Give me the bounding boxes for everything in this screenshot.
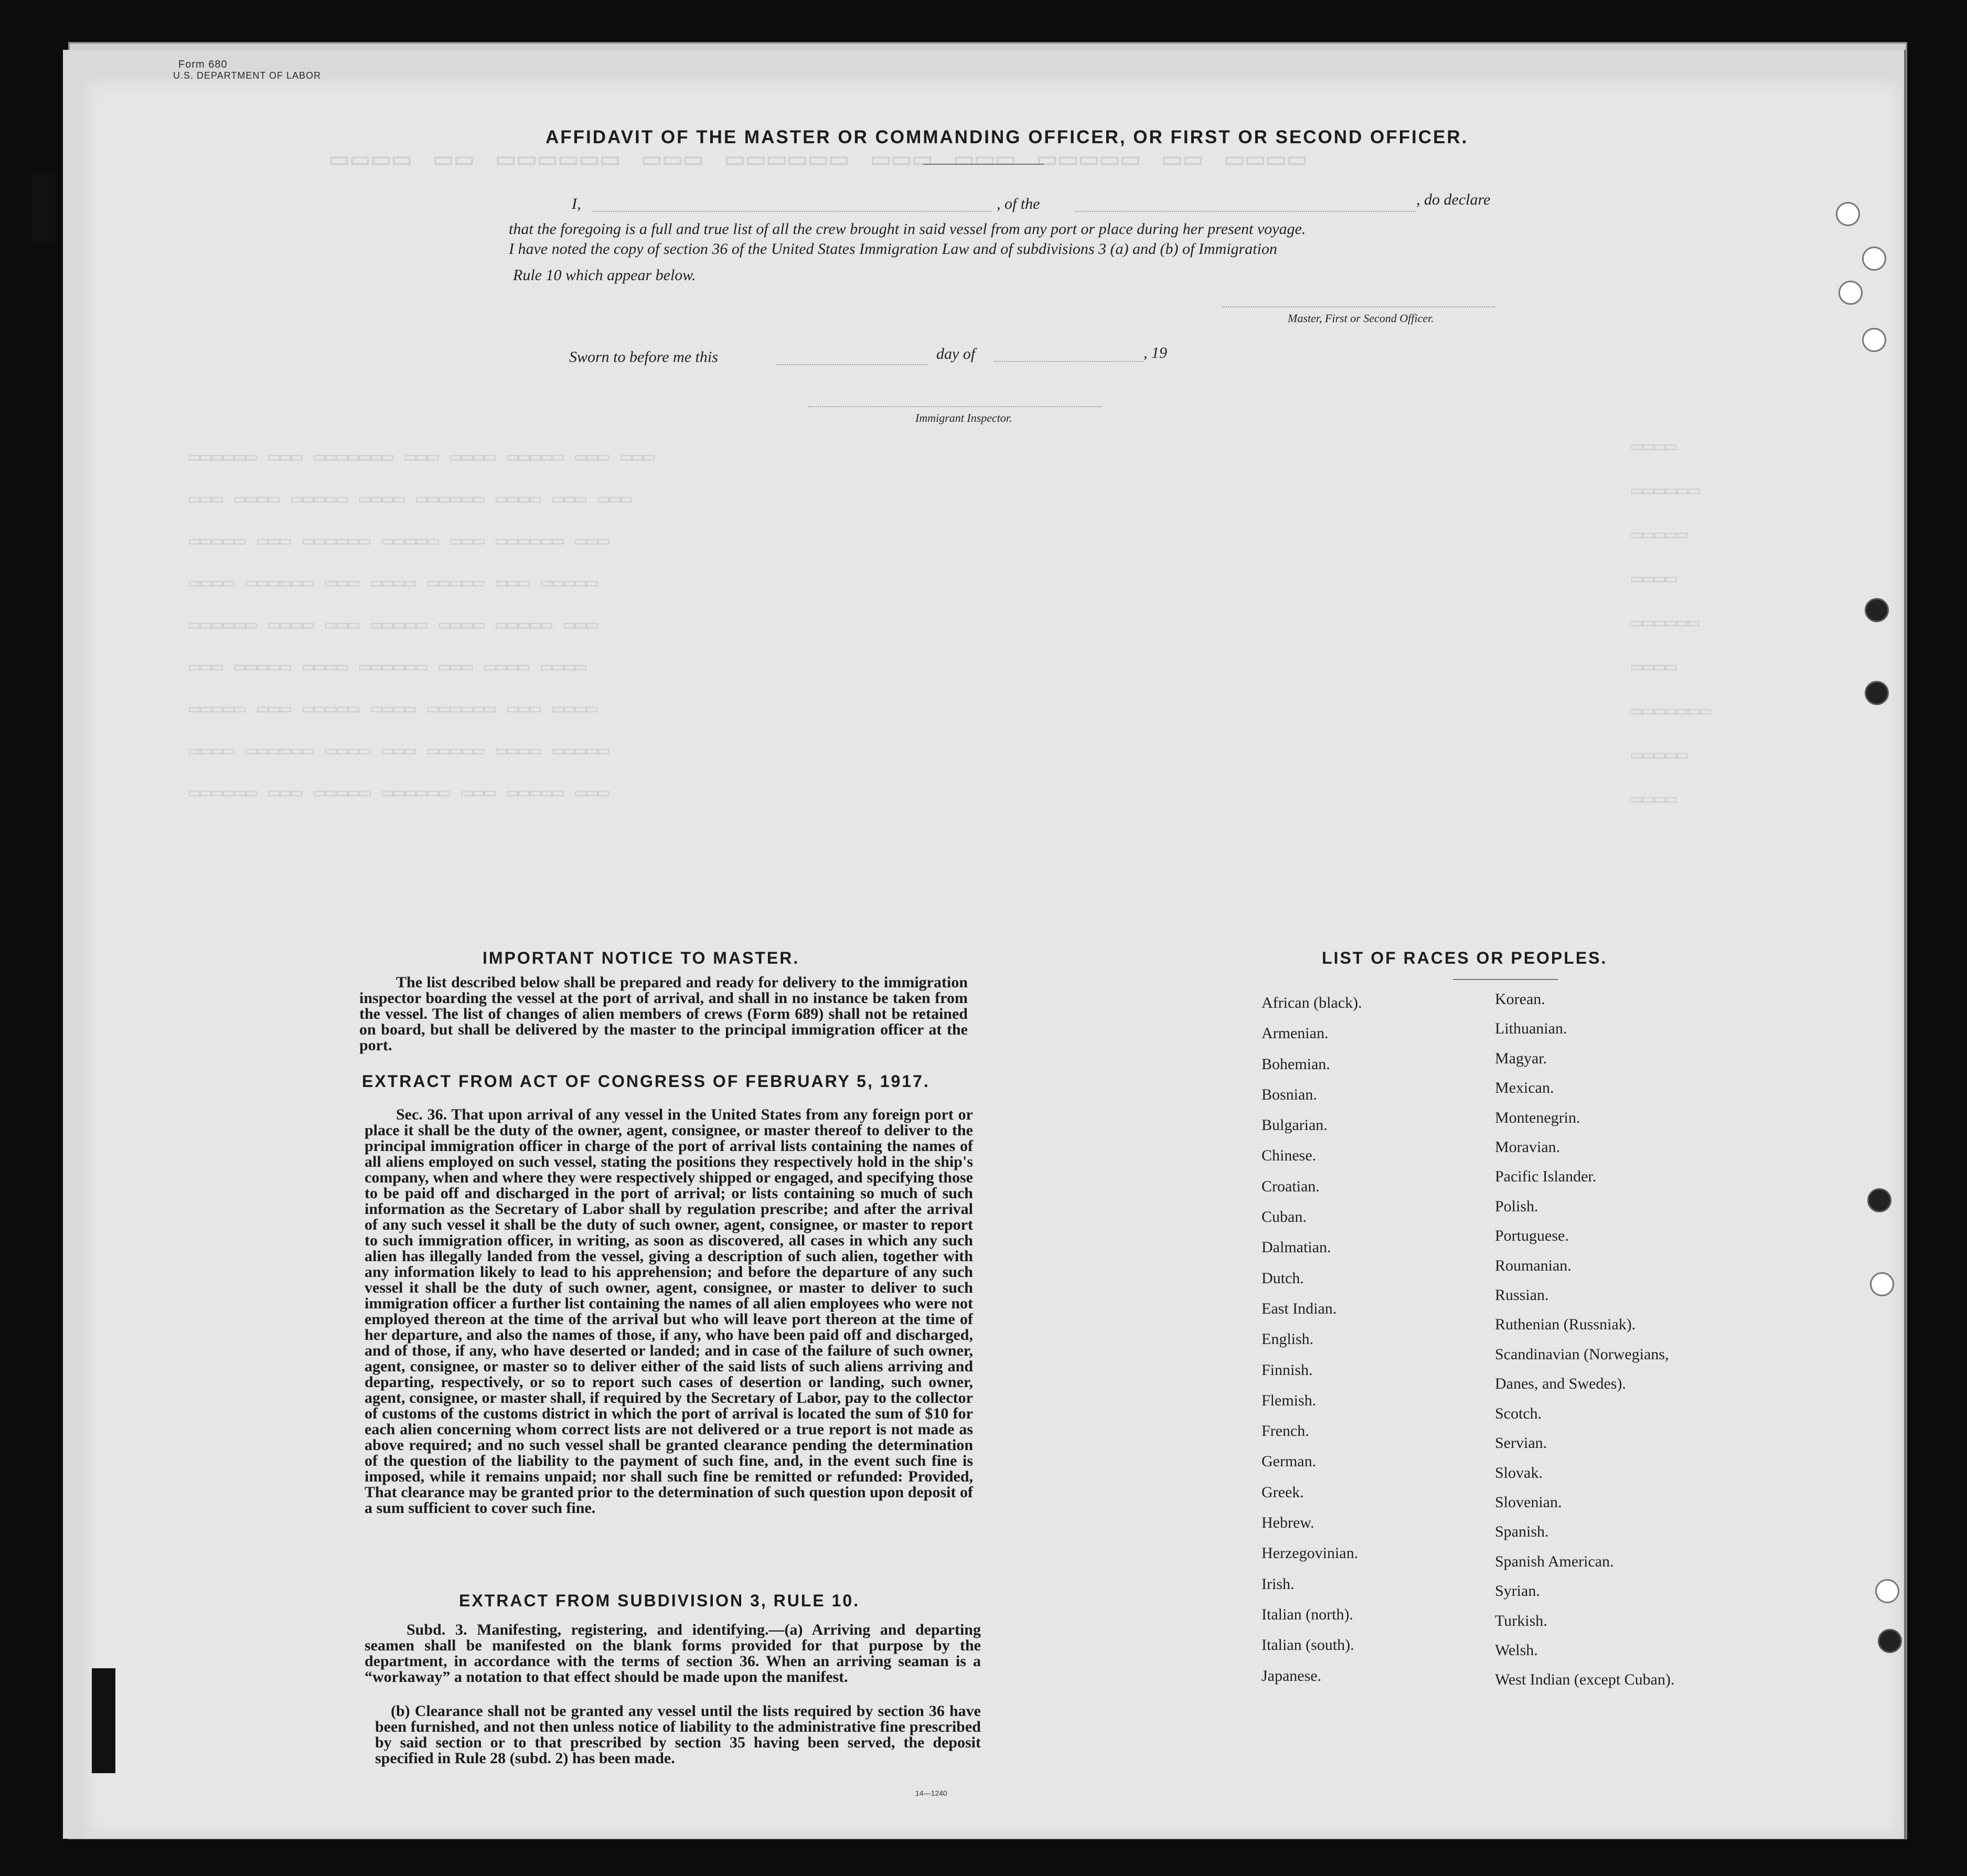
bleed-through-row: ▭▭▭▭▭ ▭▭▭ ▭▭▭▭▭ ▭▭▭▭ ▭▭▭▭▭▭ ▭▭▭ ▭▭▭▭ — [189, 699, 598, 720]
inspector-label: Immigrant Inspector. — [915, 411, 1012, 424]
affidavit-line-2: that the foregoing is a full and true list of all the crew brought in said vessel from any port or place during her present voyage. — [509, 220, 1306, 238]
race-item: Scandinavian (Norwegians, — [1495, 1345, 1669, 1363]
races-title: LIST OF RACES OR PEOPLES. — [1322, 948, 1608, 967]
title-rule — [923, 164, 1044, 165]
rule-subd-a: Subd. 3. Manifesting, registering, and identifying.—(a) Arriving and departing seamen shall be manifested on the blank forms provided for that purpose by the department, in accordance with the terms of section 36. When an arriving seaman is a “workaway” a notation to that effect should be made upon the manifest. — [365, 1621, 981, 1686]
signature-line[interactable] — [1222, 306, 1495, 307]
race-item: Croatian. — [1262, 1177, 1320, 1195]
race-item: Mexican. — [1495, 1079, 1554, 1097]
race-item: Danes, and Swedes). — [1495, 1375, 1626, 1393]
notice-text: The list described below shall be prepared and ready for delivery to the immigration inspector boarding the vessel at the port of arrival, and shall in no instance be taken from the vessel. The list of changes of alien members of crews (Form 689) shall not be retained on board, but shall be delivered by the master to the principal immigration officer at the port. — [359, 974, 968, 1054]
race-item: Russian. — [1495, 1286, 1549, 1304]
race-item: Bulgarian. — [1262, 1116, 1328, 1134]
race-item: English. — [1262, 1330, 1314, 1348]
binder-hole — [1875, 1579, 1899, 1603]
binder-hole — [1865, 598, 1889, 622]
bleed-through-row: ▭▭▭ ▭▭▭▭▭ ▭▭▭▭ ▭▭▭▭▭▭ ▭▭▭ ▭▭▭▭ ▭▭▭▭ — [189, 657, 587, 678]
bleed-through-row: ▭▭▭▭▭▭ ▭▭▭ ▭▭▭▭▭▭▭ ▭▭▭ ▭▭▭▭ ▭▭▭▭▭ ▭▭▭ ▭▭▭ — [189, 447, 655, 468]
race-item: Servian. — [1495, 1434, 1547, 1452]
binder-hole — [1865, 681, 1889, 705]
binder-hole — [1836, 202, 1860, 226]
print-code: 14—1240 — [915, 1789, 947, 1797]
binder-hole — [1862, 247, 1886, 271]
act-extract-title: EXTRACT FROM ACT OF CONGRESS OF FEBRUARY 5, 1917. — [362, 1072, 930, 1091]
bleed-through-row: ▭▭▭▭ ▭▭▭▭▭▭ ▭▭▭▭ ▭▭▭ ▭▭▭▭▭ ▭▭▭▭ ▭▭▭▭▭ — [189, 741, 610, 762]
race-item: Montenegrin. — [1495, 1108, 1580, 1126]
race-item: Lithuanian. — [1495, 1020, 1567, 1038]
race-item: East Indian. — [1262, 1299, 1337, 1317]
race-item: Scotch. — [1495, 1404, 1542, 1422]
race-item: Turkish. — [1495, 1612, 1547, 1629]
race-item: Welsh. — [1495, 1641, 1538, 1659]
binder-hole — [1870, 1272, 1894, 1296]
race-item: West Indian (except Cuban). — [1495, 1671, 1675, 1689]
races-title-rule — [1453, 979, 1558, 980]
vessel-blank[interactable] — [1075, 211, 1416, 212]
year-prefix: , 19 — [1143, 344, 1167, 361]
race-item: Armenian. — [1262, 1025, 1329, 1042]
races-column-1 — [1262, 988, 1362, 1691]
race-item: German. — [1262, 1453, 1317, 1470]
form-number: Form 680 — [178, 59, 228, 70]
bleed-through-row: ▭▭▭▭▭▭ ▭▭▭▭ ▭▭▭ ▭▭▭▭▭ ▭▭▭▭ ▭▭▭▭▭ ▭▭▭ — [189, 615, 598, 636]
page-number-mark — [92, 1668, 115, 1773]
day-blank[interactable] — [776, 364, 928, 365]
sworn-text: Sworn to before me this — [569, 348, 718, 366]
race-item: Italian (north). — [1262, 1605, 1353, 1623]
name-blank[interactable] — [593, 211, 991, 212]
race-item: Hebrew. — [1262, 1514, 1314, 1532]
race-item: Portuguese. — [1495, 1227, 1569, 1245]
race-item: Korean. — [1495, 990, 1545, 1008]
affidavit-i: I, — [572, 195, 581, 212]
binder-hole — [1862, 328, 1886, 352]
notice-title: IMPORTANT NOTICE TO MASTER. — [483, 948, 800, 967]
affidavit-title: AFFIDAVIT OF THE MASTER OR COMMANDING OFFICER, OR FIRST OR SECOND OFFICER. — [546, 127, 1469, 147]
race-item: Japanese. — [1262, 1667, 1322, 1685]
race-item: Ruthenian (Russniak). — [1495, 1316, 1636, 1334]
race-item: Polish. — [1495, 1197, 1538, 1215]
race-item: Chinese. — [1262, 1147, 1317, 1165]
rule-subd-b: (b) Clearance shall not be granted any vessel until the lists required by section 36 have been furnished, and not then unless notice of liability to the administrative fine prescribed by said section or to that prescribed by section 35 having been served, the deposit specified in Rule 28 (subd. 2) has been made. — [375, 1702, 981, 1767]
act-extract-text: Sec. 36. That upon arrival of any vessel in the United States from any foreign port or place it shall be the duty of the owner, agent, consignee, or master thereof to deliver to the principal immigration officer in charge of the port of arrival lists containing the names of all aliens employed on such vessel, stating the positions they respectively hold in the ship's company, when and where they were respectively shipped or engaged, and specifying those to be paid off and discharged in the port of arrival; or lists containing so much of such information as the Secretary of Labor shall by regulation prescribe; and after the arrival of any such vessel it shall be the duty of such owner, agent, consignee, or master to report to such immigration officer, in writing, as soon as discovered, all cases in which any such alien has illegally landed from the vessel, giving a description of such alien, together with any information likely to lead to his apprehension; and before the departure of any such vessel it shall be the duty of such owner, agent, consignee, or master to deliver to such immigration officer a further list containing the names of all alien employees who were not employed thereon at the time of the arrival but who will leave port thereon at the time of her departure, and also the names of those, if any, who have been paid off and discharged, and of those, if any, who have deserted or landed; and in case of the failure of such owner, agent, consignee, or master so to deliver either of the said lists of such aliens arriving and departing, respectively, or so to report such cases of desertion or landing, such owner, agent, consignee, or master shall, if required by the Secretary of Labor, pay to the collector of customs of the customs district in which the port of arrival is located the sum of $10 for each alien concerning whom correct lists are not delivered or a true report is not made as above required; and no such vessel shall be granted clearance pending the determination of the question of the liability to the payment of such fine, and, in the event such fine is imposed, while it remains unpaid; nor shall such fine be remitted or refunded: Provided, That clearance may be granted prior to the determination of such question upon deposit of a sum sufficient to cover such fine. — [365, 1106, 973, 1517]
bleed-through-row: ▭▭▭ ▭▭▭▭ ▭▭▭▭▭ ▭▭▭▭ ▭▭▭▭▭▭ ▭▭▭▭ ▭▭▭ ▭▭▭ — [189, 489, 632, 510]
month-blank[interactable] — [994, 361, 1143, 362]
bleed-through-row: ▭▭▭▭▭ ▭▭▭ ▭▭▭▭▭▭ ▭▭▭▭▭ ▭▭▭ ▭▭▭▭▭▭ ▭▭▭ — [189, 531, 610, 552]
race-item: Roumanian. — [1495, 1256, 1572, 1274]
department-name: U.S. DEPARTMENT OF LABOR — [173, 70, 322, 81]
race-item: French. — [1262, 1422, 1309, 1440]
bleed-through-row: ▭▭▭▭▭▭ ▭▭▭ ▭▭▭▭▭ ▭▭▭▭▭▭ ▭▭▭ ▭▭▭▭▭ ▭▭▭ — [189, 783, 610, 804]
race-item: Slovenian. — [1495, 1493, 1562, 1511]
race-item: Spanish. — [1495, 1523, 1549, 1541]
edge-stamp — [31, 173, 55, 241]
signature-label: Master, First or Second Officer. — [1288, 312, 1434, 325]
race-item: Italian (south). — [1262, 1636, 1354, 1654]
binder-hole — [1838, 281, 1863, 305]
race-item: Moravian. — [1495, 1138, 1560, 1156]
affidavit-declare: , do declare — [1416, 191, 1491, 208]
inspector-line[interactable] — [808, 406, 1102, 407]
affidavit-of-the: , of the — [997, 195, 1040, 212]
race-item: Greek. — [1262, 1483, 1304, 1501]
bleed-through-heading: ▭▭▭▭ ▭▭ ▭▭▭▭▭▭ ▭▭▭ ▭▭▭▭▭▭ ▭▭▭ ▭▭▭ ▭▭▭▭▭ ▭▭ ▭▭▭▭ — [330, 144, 1309, 177]
race-item: African (black). — [1262, 994, 1362, 1011]
rule-extract-title: EXTRACT FROM SUBDIVISION 3, RULE 10. — [459, 1591, 860, 1610]
race-item: Dutch. — [1262, 1269, 1304, 1287]
day-of-text: day of — [936, 345, 976, 363]
bleed-through-column: ▭▭▭▭ ▭▭▭▭▭▭ ▭▭▭▭▭ ▭▭▭▭ ▭▭▭▭▭▭ ▭▭▭▭ ▭▭▭▭▭▭▭ ▭▭▭▭▭ ▭▭▭▭ — [1631, 436, 1711, 811]
race-item: Magyar. — [1495, 1049, 1547, 1067]
race-item: Finnish. — [1262, 1361, 1313, 1379]
race-item: Bohemian. — [1262, 1055, 1330, 1073]
race-item: Flemish. — [1262, 1391, 1317, 1409]
race-item: Syrian. — [1495, 1582, 1540, 1600]
race-item: Bosnian. — [1262, 1085, 1317, 1103]
races-column-2 — [1495, 985, 1674, 1695]
race-item: Cuban. — [1262, 1208, 1307, 1226]
race-item: Spanish American. — [1495, 1552, 1614, 1570]
affidavit-line-3: I have noted the copy of section 36 of the United States Immigration Law and of subdivisions 3 (a) and (b) of Immigration — [509, 240, 1277, 258]
race-item: Dalmatian. — [1262, 1239, 1331, 1256]
race-item: Irish. — [1262, 1575, 1295, 1593]
race-item: Pacific Islander. — [1495, 1168, 1597, 1186]
bleed-through-row: ▭▭▭▭ ▭▭▭▭▭▭ ▭▭▭ ▭▭▭▭ ▭▭▭▭▭ ▭▭▭ ▭▭▭▭▭ — [189, 573, 598, 594]
affidavit-line-4: Rule 10 which appear below. — [513, 267, 696, 284]
race-item: Herzegovinian. — [1262, 1544, 1359, 1562]
binder-hole — [1878, 1629, 1902, 1653]
race-item: Slovak. — [1495, 1464, 1543, 1481]
binder-hole — [1867, 1188, 1891, 1212]
